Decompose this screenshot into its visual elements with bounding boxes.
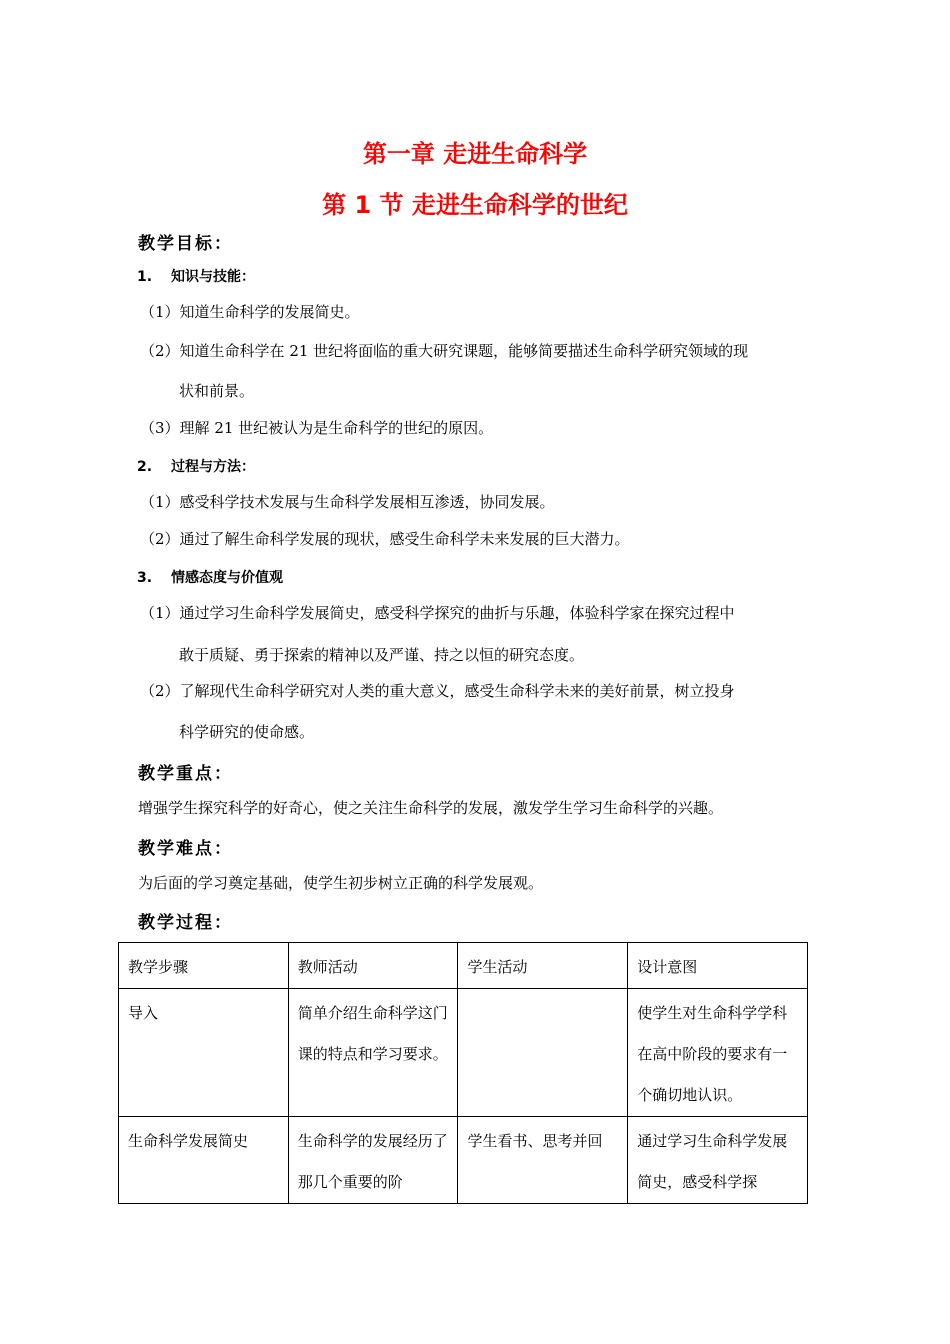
group-title: 知识与技能： <box>171 269 255 285</box>
item-continuation: 科学研究的使命感。 <box>179 723 315 741</box>
objective-item <box>140 491 555 512</box>
objective-group-process <box>137 456 255 476</box>
item-text: 理解 21 世纪被认为是生命科学的世纪的原因。 <box>179 419 494 437</box>
objective-group-attitude <box>137 567 283 587</box>
item-text: 知道生命科学的发展简史。 <box>179 303 360 321</box>
objective-group-knowledge <box>137 266 255 286</box>
key-points-text: 增强学生探究科学的好奇心，使之关注生命科学的发展，激发学生学习生命科学的兴趣。 <box>138 799 724 817</box>
objectives-heading: 教学目标： <box>138 234 233 254</box>
objective-item <box>140 680 735 701</box>
group-number: 3. <box>137 570 153 586</box>
item-text: 感受科学技术发展与生命科学发展相互渗透，协同发展。 <box>179 493 555 511</box>
header-cell: 设计意图 <box>628 943 808 989</box>
item-label: （2） <box>140 682 180 700</box>
item-text: 通过学习生命科学发展简史，感受科学探究的曲折与乐趣，体验科学家在探究过程中 <box>179 604 735 622</box>
item-label: （2） <box>140 342 180 360</box>
item-continuation: 状和前景。 <box>179 382 255 400</box>
table-cell <box>458 989 628 1117</box>
item-label: （1） <box>140 493 180 511</box>
process-heading: 教学过程： <box>138 913 233 933</box>
difficulties-heading: 教学难点： <box>138 839 233 859</box>
objective-item <box>140 301 360 322</box>
table-cell: 生命科学的发展经历了那几个重要的阶 <box>288 1117 458 1204</box>
objective-item <box>140 602 735 623</box>
key-points-heading: 教学重点： <box>138 764 233 784</box>
header-cell: 学生活动 <box>458 943 628 989</box>
group-number: 1. <box>137 269 153 285</box>
item-label: （3） <box>140 419 180 437</box>
table-cell: 简单介绍生命科学这门课的特点和学习要求。 <box>288 989 458 1117</box>
process-table <box>118 942 808 1204</box>
table-cell: 导入 <box>119 989 289 1117</box>
item-label: （1） <box>140 604 180 622</box>
table-cell: 通过学习生命科学发展简史，感受科学探 <box>628 1117 808 1204</box>
group-title: 过程与方法： <box>171 459 255 475</box>
objective-item <box>140 417 493 438</box>
table-header-row <box>119 943 808 989</box>
table-cell: 生命科学发展简史 <box>119 1117 289 1204</box>
item-label: （2） <box>140 530 180 548</box>
group-number: 2. <box>137 459 153 475</box>
header-cell: 教学步骤 <box>119 943 289 989</box>
table-row <box>119 1117 808 1204</box>
table-cell: 学生看书、思考并回 <box>458 1117 628 1204</box>
objective-item <box>140 340 748 361</box>
item-text: 通过了解生命科学发展的现状，感受生命科学未来发展的巨大潜力。 <box>179 530 630 548</box>
section-title: 第 1 节 走进生命科学的世纪 <box>322 191 628 219</box>
item-label: （1） <box>140 303 180 321</box>
objective-item <box>140 528 630 549</box>
item-continuation: 敢于质疑、勇于探索的精神以及严谨、持之以恒的研究态度。 <box>179 646 585 664</box>
table-cell: 使学生对生命科学学科在高中阶段的要求有一个确切地认识。 <box>628 989 808 1117</box>
item-text: 知道生命科学在 21 世纪将面临的重大研究课题，能够简要描述生命科学研究领域的现 <box>179 342 749 360</box>
header-cell: 教师活动 <box>288 943 458 989</box>
chapter-title: 第一章 走进生命科学 <box>362 140 588 168</box>
group-title: 情感态度与价值观 <box>171 570 283 586</box>
item-text: 了解现代生命科学研究对人类的重大意义，感受生命科学未来的美好前景，树立投身 <box>179 682 735 700</box>
table-row <box>119 989 808 1117</box>
difficulties-text: 为后面的学习奠定基础，使学生初步树立正确的科学发展观。 <box>138 874 544 892</box>
